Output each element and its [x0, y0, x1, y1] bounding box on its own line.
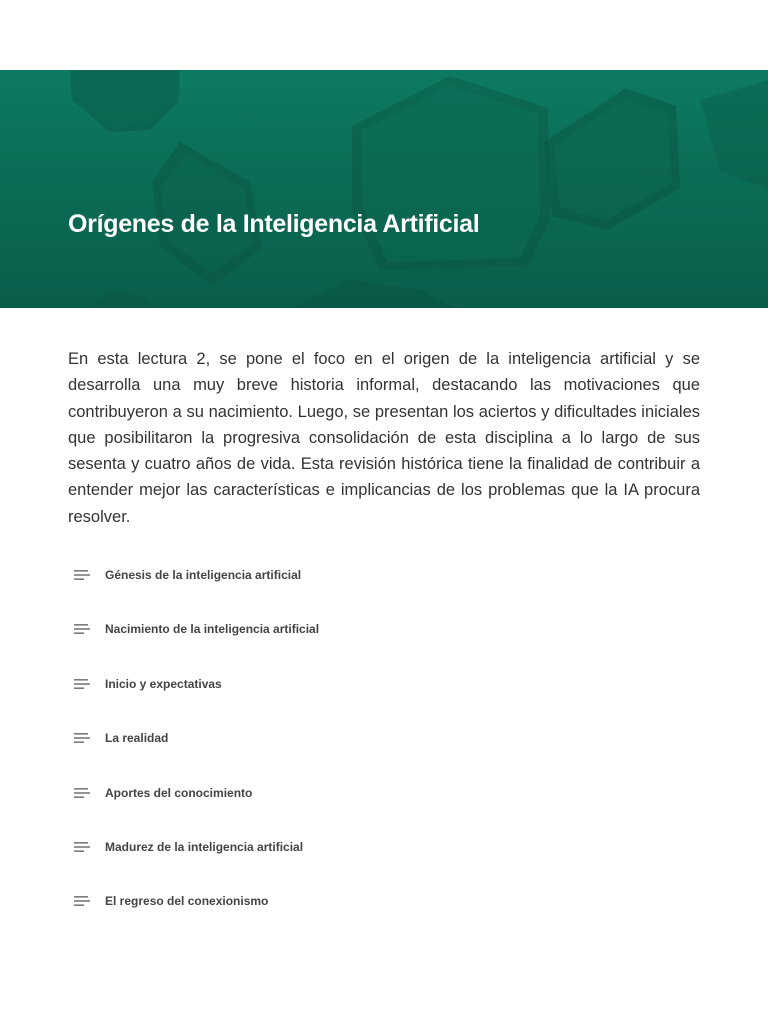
text-lines-icon: [74, 842, 90, 854]
text-lines-icon: [74, 679, 90, 691]
toc-item-genesis[interactable]: [0, 548, 768, 602]
toc-item-label: Aportes del conocimiento: [105, 785, 253, 800]
text-lines-icon: [74, 624, 90, 636]
toc-item-aportes[interactable]: [0, 766, 768, 820]
header-banner: [0, 70, 768, 308]
banner-pattern-icon: [0, 70, 768, 308]
toc-item-label: Génesis de la inteligencia artificial: [105, 568, 302, 582]
toc-item-label: Nacimiento de la inteligencia artificial: [105, 622, 320, 637]
table-of-contents: [0, 548, 768, 929]
toc-item-inicio[interactable]: [0, 657, 768, 711]
toc-item-conexionismo[interactable]: [0, 874, 768, 928]
toc-item-label: Madurez de la inteligencia artificial: [105, 839, 304, 854]
intro-paragraph: En esta lectura 2, se pone el foco en el origen de la inteligencia artificial y se desarrolla una muy breve historia informal, destacando las motivaciones que contribuyeron a su nacimiento. Luego, se presentan los aciertos y dificultades iniciales que posibilitaron la progresiva consolidación de esta disciplina a lo largo de sus sesenta y cuatro años de vida. Esta revisión histórica tiene la finalidad de contribuir a entender mejor las características e implicancias de los problemas que la IA procura resolver.: [68, 350, 700, 526]
toc-item-label: El regreso del conexionismo: [105, 894, 269, 909]
toc-item-label: La realidad: [105, 731, 169, 746]
page-title: Orígenes de la Inteligencia Artificial: [68, 210, 480, 238]
text-lines-icon: [74, 788, 90, 800]
toc-item-madurez[interactable]: [0, 820, 768, 874]
toc-item-realidad[interactable]: [0, 711, 768, 765]
text-lines-icon: [74, 570, 90, 582]
text-lines-icon: [74, 733, 90, 745]
text-lines-icon: [74, 896, 90, 908]
toc-item-label: Inicio y expectativas: [105, 676, 222, 691]
toc-item-nacimiento[interactable]: [0, 602, 768, 656]
